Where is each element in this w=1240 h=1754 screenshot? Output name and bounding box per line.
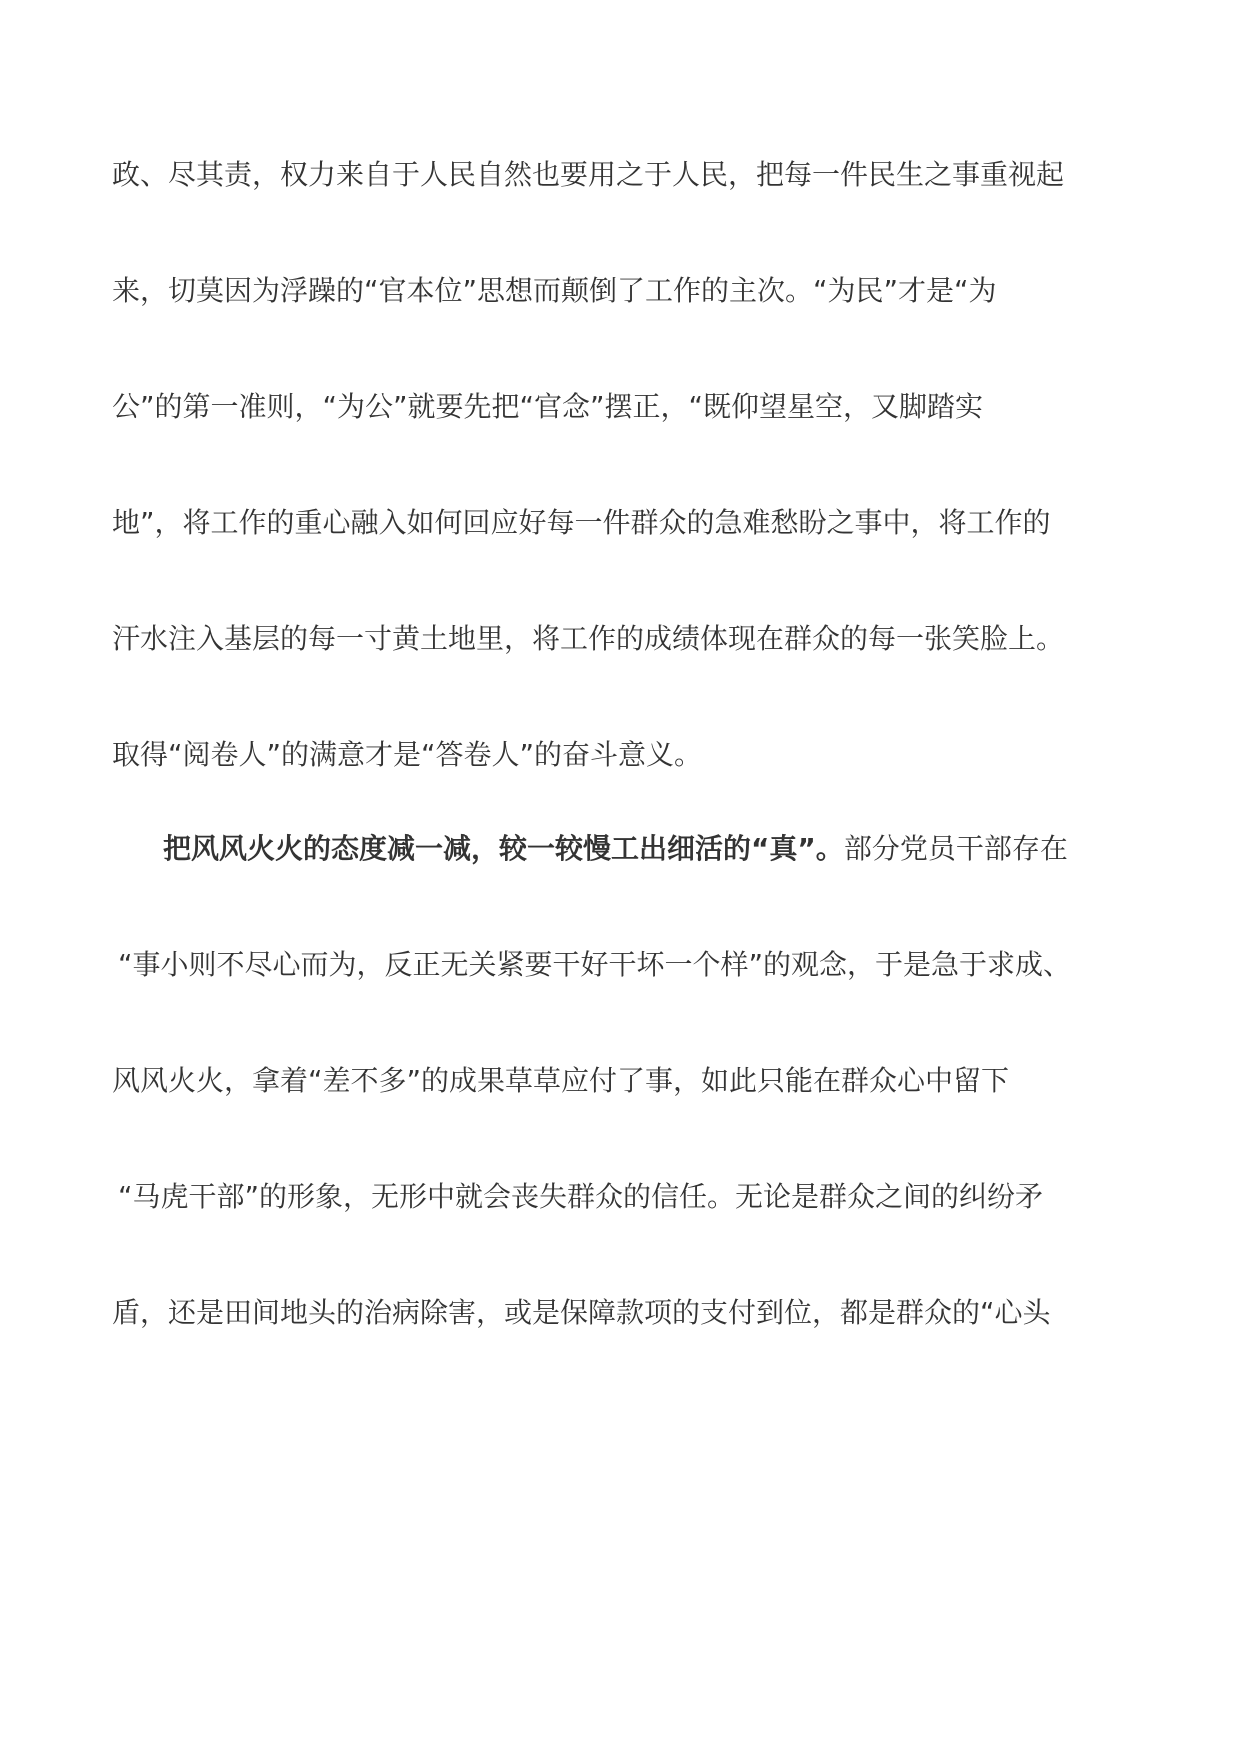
text-line-1: 政、尽其责，权力来自于人民自然也要用之于人民，把每一件民生之事重视起 [112, 158, 1065, 191]
text-line-5: 汗水注入基层的每一寸黄土地里，将工作的成绩体现在群众的每一张笑脸上。 [112, 622, 1065, 655]
paragraph-2-first-line [163, 829, 1203, 869]
text-line-8: “事小则不尽心而为，反正无关紧要干好干坏一个样”的观念，于是急于求成、 [118, 948, 1072, 981]
paragraph-2-heading: 把风风火火的态度减一减，较一较慢工出细活的“真”。 [163, 832, 844, 865]
paragraph-2-first-tail: 部分党员干部存在 [843, 832, 1068, 865]
text-line-4: 地”，将工作的重心融入如何回应好每一件群众的急难愁盼之事中，将工作的 [112, 506, 1051, 539]
text-line-2: 来，切莫因为浮躁的“官本位”思想而颠倒了工作的主次。“为民”才是“为 [112, 274, 997, 307]
text-line-10: “马虎干部”的形象，无形中就会丧失群众的信任。无论是群众之间的纠纷矛 [118, 1180, 1044, 1213]
text-line-11: 盾，还是田间地头的治病除害，或是保障款项的支付到位，都是群众的“心头 [112, 1296, 1051, 1329]
text-line-9: 风风火火，拿着“差不多”的成果草草应付了事，如此只能在群众心中留下 [112, 1064, 1010, 1097]
text-line-3: 公”的第一准则，“为公”就要先把“官念”摆正，“既仰望星空，又脚踏实 [112, 390, 984, 423]
text-line-6: 取得“阅卷人”的满意才是“答卷人”的奋斗意义。 [112, 738, 703, 771]
